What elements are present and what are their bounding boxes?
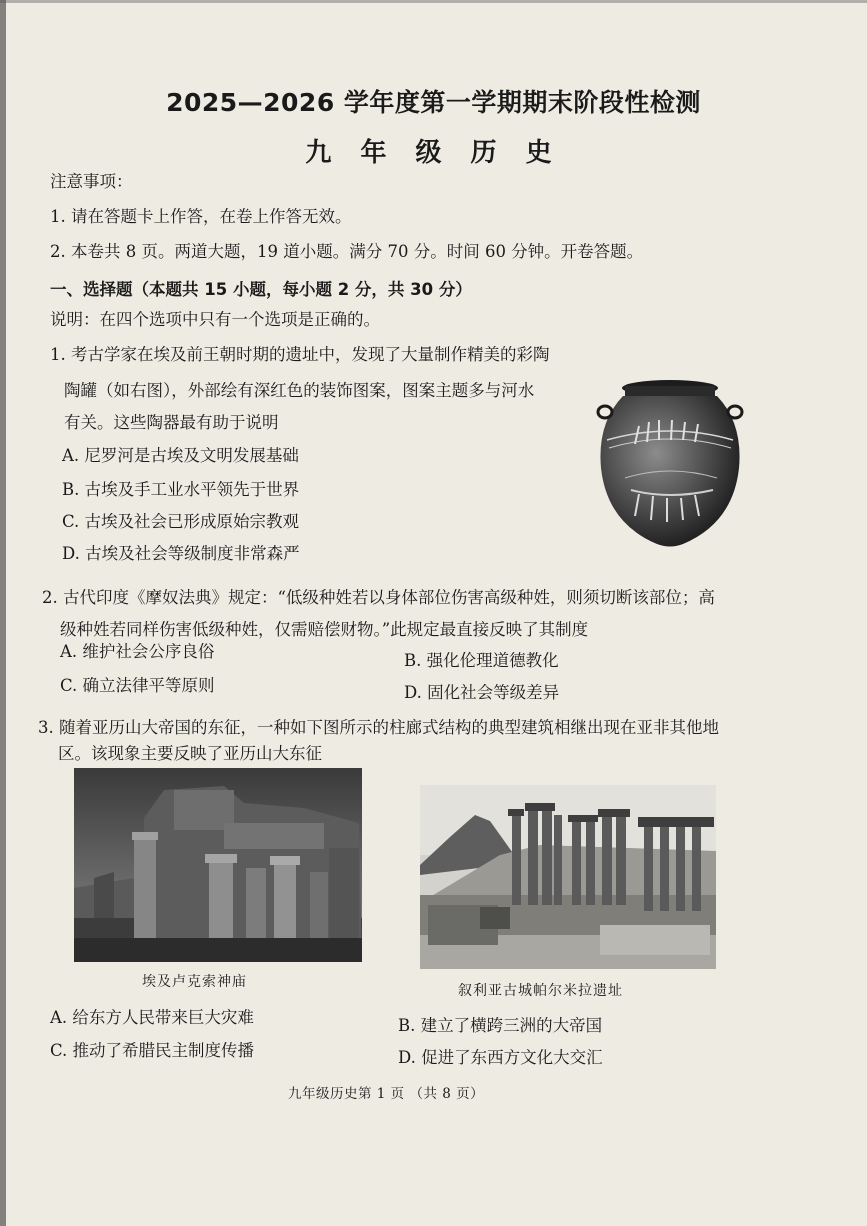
question-3-option-c: C. 推动了希腊民主制度传播 <box>50 1041 255 1060</box>
question-1-stem: 陶罐（如右图），外部绘有深红色的装饰图案，图案主题多与河水 <box>64 381 535 400</box>
palmyra-caption: 叙利亚古城帕尔米拉遗址 <box>458 983 623 999</box>
question-2-option-d: D. 固化社会等级差异 <box>404 683 560 702</box>
painted-pottery-jar-image <box>595 378 745 550</box>
page-footer: 九年级历史第 1 页 （共 8 页） <box>288 1086 485 1102</box>
palmyra-ruins-photo <box>420 785 716 969</box>
question-3-stem: 3. 随着亚历山大帝国的东征，一种如下图所示的柱廊式结构的典型建筑相继出现在亚非其他地 <box>38 718 719 737</box>
page-top-edge <box>0 0 867 3</box>
question-2-stem: 级种姓若同样伤害低级种姓，仅需赔偿财物。”此规定最直接反映了其制度 <box>60 620 589 639</box>
question-3-option-d: D. 促进了东西方文化大交汇 <box>398 1048 603 1067</box>
notes-heading: 注意事项： <box>50 172 133 191</box>
luxor-caption: 埃及卢克索神庙 <box>142 974 247 990</box>
note-item: 1. 请在答题卡上作答，在卷上作答无效。 <box>50 207 352 226</box>
question-2-stem: 2. 古代印度《摩奴法典》规定：“低级种姓若以身体部位伤害高级种姓，则须切断该部位；高 <box>42 588 715 607</box>
page-edge-shadow <box>0 0 6 1226</box>
question-1-stem: 1. 考古学家在埃及前王朝时期的遗址中，发现了大量制作精美的彩陶 <box>50 345 550 364</box>
question-1-option-c: C. 古埃及社会已形成原始宗教观 <box>62 512 300 531</box>
section-instruction: 说明：在四个选项中只有一个选项是正确的。 <box>50 310 380 329</box>
question-3-option-b: B. 建立了横跨三洲的大帝国 <box>398 1016 603 1035</box>
section-heading: 一、选择题（本题共 15 小题，每小题 2 分，共 30 分） <box>50 280 472 299</box>
question-1-option-d: D. 古埃及社会等级制度非常森严 <box>62 544 300 563</box>
subject-title: 九 年 级 历 史 <box>305 138 562 168</box>
question-3-stem: 区。该现象主要反映了亚历山大东征 <box>58 744 322 763</box>
question-3-option-a: A. 给东方人民带来巨大灾难 <box>50 1008 254 1027</box>
question-1-stem: 有关。这些陶器最有助于说明 <box>64 413 279 432</box>
question-2-option-c: C. 确立法律平等原则 <box>60 676 215 695</box>
question-2-option-b: B. 强化伦理道德教化 <box>404 651 559 670</box>
question-2-option-a: A. 维护社会公序良俗 <box>60 642 215 661</box>
luxor-temple-photo <box>74 768 362 962</box>
question-1-option-b: B. 古埃及手工业水平领先于世界 <box>62 480 300 499</box>
question-1-option-a: A. 尼罗河是古埃及文明发展基础 <box>62 446 299 465</box>
exam-title: 2025—2026 学年度第一学期期末阶段性检测 <box>166 88 701 117</box>
note-item: 2. 本卷共 8 页。两道大题，19 道小题。满分 70 分。时间 60 分钟。开卷答题。 <box>50 242 644 261</box>
